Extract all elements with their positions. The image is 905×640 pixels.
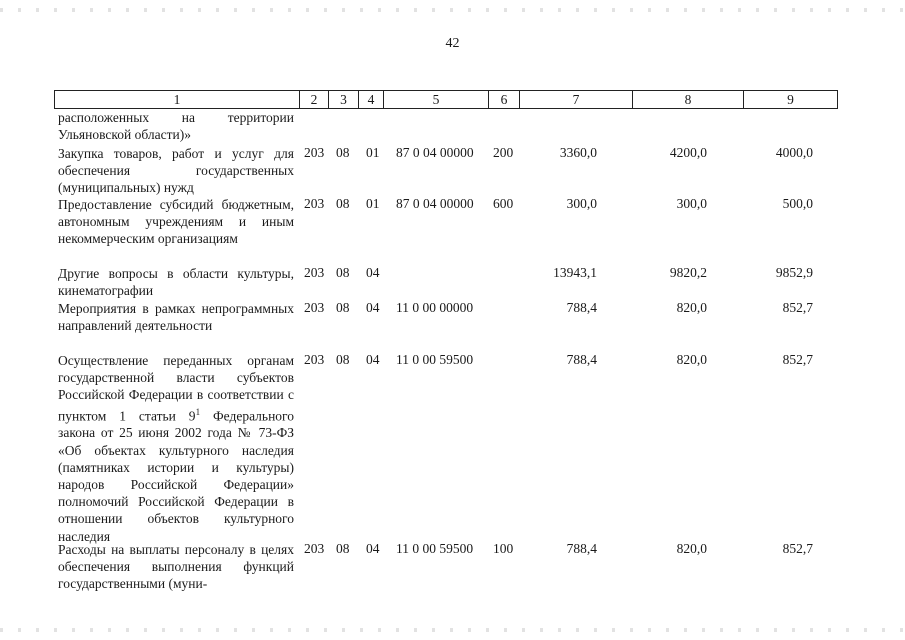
row-subsection: 01 xyxy=(366,145,380,160)
header-col-6: 6 xyxy=(489,91,520,108)
row-code: 203 xyxy=(304,145,325,160)
row-value-9: 852,7 xyxy=(782,352,813,367)
row-code: 203 xyxy=(304,196,325,211)
scan-edge-top xyxy=(0,8,905,12)
row-target: 87 0 04 00000 xyxy=(396,145,474,160)
row-value-7: 300,0 xyxy=(566,196,597,211)
header-col-9: 9 xyxy=(787,92,794,107)
row-subsection: 04 xyxy=(366,300,380,315)
row-description: Другие вопросы в области культуры, кинематографии xyxy=(58,266,294,299)
row-target: 87 0 04 00000 xyxy=(396,196,474,211)
row-code: 203 xyxy=(304,352,325,367)
header-col-7: 7 xyxy=(520,91,633,108)
row-subsection: 04 xyxy=(366,265,380,280)
row-value-7: 788,4 xyxy=(566,541,597,556)
row-description: Предоставление субсидий бюджетным, автономным учреждениям и иным некоммерческим организациям xyxy=(58,197,294,247)
row-value-8: 9820,2 xyxy=(669,265,707,280)
row-subsection: 01 xyxy=(366,196,380,211)
row-value-7: 788,4 xyxy=(566,352,597,367)
row-target: 11 0 00 59500 xyxy=(396,352,474,367)
row-value-7: 13943,1 xyxy=(553,265,597,280)
row-value-9: 9852,9 xyxy=(775,265,813,280)
row-value-7: 3360,0 xyxy=(559,145,597,160)
continued-text: расположенных на территории Ульяновской области)» xyxy=(58,110,294,143)
row-description: Мероприятия в рамках непрограммных направлений деятельности xyxy=(58,301,294,334)
header-col-5: 5 xyxy=(384,91,489,108)
row-value-8: 820,0 xyxy=(676,352,707,367)
row-description-text-continued: Федерального закона от 25 июня 2002 года № 73-ФЗ «Об объектах культурного наследия (памятниках истории и культуры) народов Российской Федерации» полномочий Российской Федерации в отношении объектов культурного наследия xyxy=(58,408,294,544)
row-description-text: Осуществление переданных органам государственной власти субъектов Российской Федерации в соответствии с пунктом 1 статьи 9 xyxy=(58,353,294,424)
header-col-2: 2 xyxy=(300,91,329,108)
row-value-8: 4200,0 xyxy=(669,145,707,160)
header-col-3: 3 xyxy=(329,91,359,108)
page-number: 42 xyxy=(445,36,460,51)
row-section: 08 xyxy=(336,265,350,280)
row-value-9: 4000,0 xyxy=(775,145,813,160)
header-col-4: 4 xyxy=(359,91,384,108)
row-value-8: 300,0 xyxy=(676,196,707,211)
row-subsection: 04 xyxy=(366,352,380,367)
row-description: Закупка товаров, работ и услуг для обеспечения государственных (муниципальных) нужд xyxy=(58,146,294,196)
row-value-9: 500,0 xyxy=(782,196,813,211)
row-type: 600 xyxy=(493,196,514,211)
row-subsection: 04 xyxy=(366,541,380,556)
row-type: 200 xyxy=(493,145,514,160)
row-code: 203 xyxy=(304,541,325,556)
row-value-8: 820,0 xyxy=(676,541,707,556)
row-code: 203 xyxy=(304,265,325,280)
row-description: Расходы на выплаты персоналу в целях обеспечения выполнения функций государственными (муни- xyxy=(58,542,294,592)
row-value-9: 852,7 xyxy=(782,300,813,315)
scan-edge-bottom xyxy=(0,628,905,632)
row-section: 08 xyxy=(336,541,350,556)
row-section: 08 xyxy=(336,300,350,315)
row-description xyxy=(58,352,294,545)
table-header xyxy=(54,90,838,109)
row-type: 100 xyxy=(493,541,514,556)
row-target: 11 0 00 00000 xyxy=(396,300,474,315)
row-section: 08 xyxy=(336,145,350,160)
header-col-1: 1 xyxy=(55,91,300,108)
row-value-8: 820,0 xyxy=(676,300,707,315)
row-section: 08 xyxy=(336,196,350,211)
footnote-superscript: 1 xyxy=(195,406,201,417)
row-value-9: 852,7 xyxy=(782,541,813,556)
header-col-8: 8 xyxy=(633,91,744,108)
row-target: 11 0 00 59500 xyxy=(396,541,474,556)
row-section: 08 xyxy=(336,352,350,367)
row-value-7: 788,4 xyxy=(566,300,597,315)
row-code: 203 xyxy=(304,300,325,315)
